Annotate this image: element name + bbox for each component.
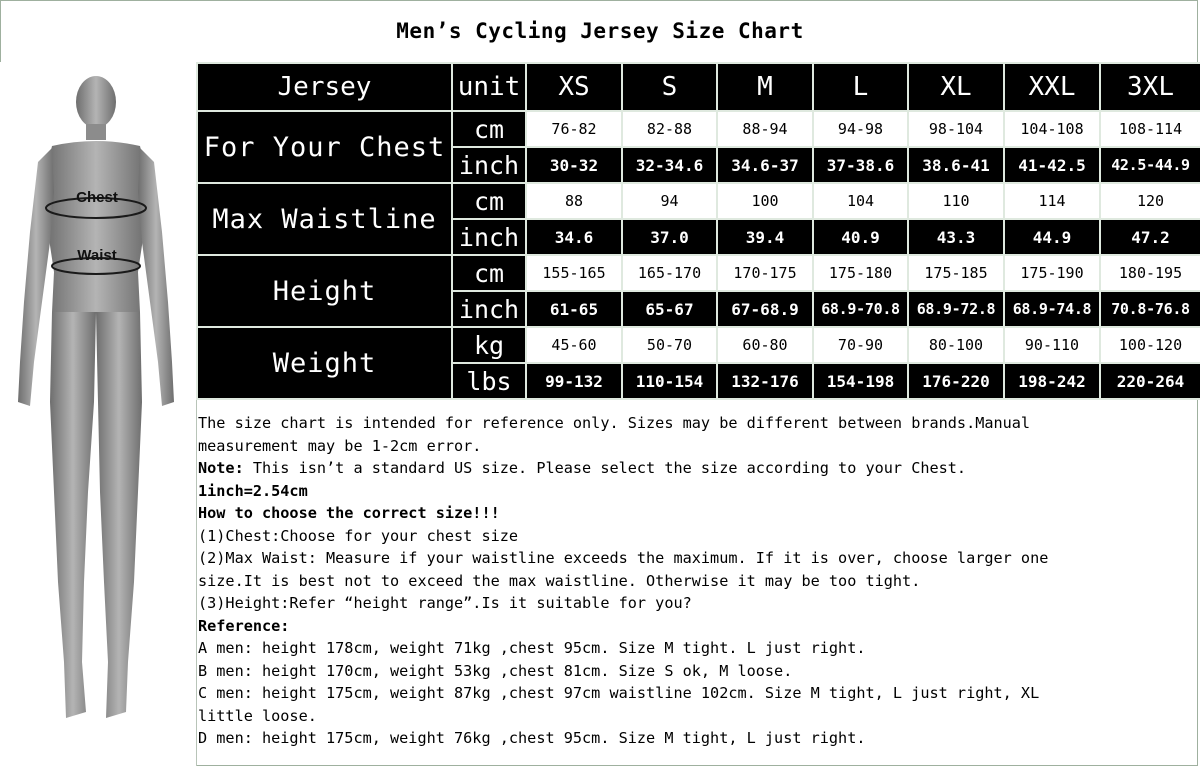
value-cell: 155-165 [526, 255, 622, 291]
value-cell: 99-132 [526, 363, 622, 399]
value-cell: 32-34.6 [622, 147, 717, 183]
value-cell: 76-82 [526, 111, 622, 147]
how-to-title: How to choose the correct size!!! [198, 504, 500, 522]
reference-line: A men: height 178cm, weight 71kg ,chest 95cm. Size M tight. L just right. [198, 639, 866, 657]
corner-cell: Jersey [197, 63, 452, 111]
value-cell: 110-154 [622, 363, 717, 399]
header-row [197, 63, 1200, 111]
row-group-label: Max Waistline [197, 183, 452, 255]
unit-cell: cm [452, 183, 526, 219]
step-line: (3)Height:Refer “height range”.Is it suitable for you? [198, 594, 692, 612]
unit-cell: inch [452, 219, 526, 255]
table-row [197, 111, 1200, 147]
body-silhouette-icon [0, 62, 196, 766]
value-cell: 110 [908, 183, 1004, 219]
note-label: Note: [198, 459, 244, 477]
value-cell: 98-104 [908, 111, 1004, 147]
step-line: size.It is best not to exceed the max waistline. Otherwise it may be too tight. [198, 571, 921, 590]
value-cell: 42.5-44.9 [1100, 147, 1200, 183]
unit-cell: kg [452, 327, 526, 363]
size-header: 3XL [1100, 63, 1200, 111]
value-cell: 90-110 [1004, 327, 1100, 363]
table-row [197, 183, 1200, 219]
value-cell: 100-120 [1100, 327, 1200, 363]
value-cell: 68.9-72.8 [908, 291, 1004, 327]
note-text: This isn’t a standard US size. Please select the size according to your Chest. [243, 459, 967, 477]
value-cell: 100 [717, 183, 813, 219]
value-cell: 67-68.9 [717, 291, 813, 327]
value-cell: 43.3 [908, 219, 1004, 255]
reference-line: D men: height 175cm, weight 76kg ,chest 95cm. Size M tight, L just right. [198, 729, 866, 747]
value-cell: 37.0 [622, 219, 717, 255]
unit-cell: cm [452, 255, 526, 291]
value-cell: 88-94 [717, 111, 813, 147]
unit-cell: cm [452, 111, 526, 147]
unit-cell: inch [452, 147, 526, 183]
body-figure-panel [0, 62, 197, 766]
page-title: Men’s Cycling Jersey Size Chart [0, 0, 1200, 63]
unit-header: unit [452, 63, 526, 111]
reference-line: little loose. [198, 706, 317, 725]
value-cell: 220-264 [1100, 363, 1200, 399]
value-cell: 68.9-74.8 [1004, 291, 1100, 327]
value-cell: 104-108 [1004, 111, 1100, 147]
value-cell: 82-88 [622, 111, 717, 147]
note-line [198, 457, 1188, 480]
value-cell: 50-70 [622, 327, 717, 363]
value-cell: 114 [1004, 183, 1100, 219]
size-header: XXL [1004, 63, 1100, 111]
chest-label: Chest [76, 189, 118, 206]
value-cell: 165-170 [622, 255, 717, 291]
value-cell: 41-42.5 [1004, 147, 1100, 183]
value-cell: 198-242 [1004, 363, 1100, 399]
row-group-label: Weight [197, 327, 452, 399]
reference-line: C men: height 175cm, weight 87kg ,chest 97cm waistline 102cm. Size M tight, L just right, XL [198, 684, 1040, 702]
value-cell: 170-175 [717, 255, 813, 291]
value-cell: 68.9-70.8 [813, 291, 908, 327]
value-cell: 38.6-41 [908, 147, 1004, 183]
value-cell: 88 [526, 183, 622, 219]
value-cell: 37-38.6 [813, 147, 908, 183]
value-cell: 30-32 [526, 147, 622, 183]
size-chart-table [196, 62, 1200, 400]
value-cell: 34.6-37 [717, 147, 813, 183]
value-cell: 104 [813, 183, 908, 219]
value-cell: 61-65 [526, 291, 622, 327]
table-row [197, 255, 1200, 291]
value-cell: 175-180 [813, 255, 908, 291]
value-cell: 70-90 [813, 327, 908, 363]
value-cell: 120 [1100, 183, 1200, 219]
value-cell: 40.9 [813, 219, 908, 255]
value-cell: 65-67 [622, 291, 717, 327]
waist-label: Waist [77, 247, 117, 264]
value-cell: 154-198 [813, 363, 908, 399]
conversion-line: 1inch=2.54cm [198, 481, 308, 500]
value-cell: 94-98 [813, 111, 908, 147]
step-line: (1)Chest:Choose for your chest size [198, 526, 519, 545]
reference-title: Reference: [198, 616, 290, 635]
value-cell: 175-190 [1004, 255, 1100, 291]
reference-line: B men: height 170cm, weight 53kg ,chest 81cm. Size S ok, M loose. [198, 661, 793, 680]
value-cell: 44.9 [1004, 219, 1100, 255]
value-cell: 94 [622, 183, 717, 219]
value-cell: 34.6 [526, 219, 622, 255]
value-cell: 108-114 [1100, 111, 1200, 147]
size-header: XL [908, 63, 1004, 111]
size-notes [198, 412, 1188, 750]
table-row [197, 327, 1200, 363]
disclaimer-line: measurement may be 1-2cm error. [198, 436, 482, 455]
value-cell: 176-220 [908, 363, 1004, 399]
size-header: L [813, 63, 908, 111]
value-cell: 175-185 [908, 255, 1004, 291]
size-header: M [717, 63, 813, 111]
unit-cell: inch [452, 291, 526, 327]
value-cell: 180-195 [1100, 255, 1200, 291]
step-line: (2)Max Waist: Measure if your waistline exceeds the maximum. If it is over, choose larger one [198, 549, 1049, 567]
row-group-label: Height [197, 255, 452, 327]
value-cell: 132-176 [717, 363, 813, 399]
value-cell: 80-100 [908, 327, 1004, 363]
size-header: XS [526, 63, 622, 111]
disclaimer-line: The size chart is intended for reference only. Sizes may be different between brands.Manual [198, 414, 1031, 432]
value-cell: 60-80 [717, 327, 813, 363]
value-cell: 47.2 [1100, 219, 1200, 255]
row-group-label: For Your Chest [197, 111, 452, 183]
unit-cell: lbs [452, 363, 526, 399]
value-cell: 39.4 [717, 219, 813, 255]
size-header: S [622, 63, 717, 111]
value-cell: 45-60 [526, 327, 622, 363]
value-cell: 70.8-76.8 [1100, 291, 1200, 327]
